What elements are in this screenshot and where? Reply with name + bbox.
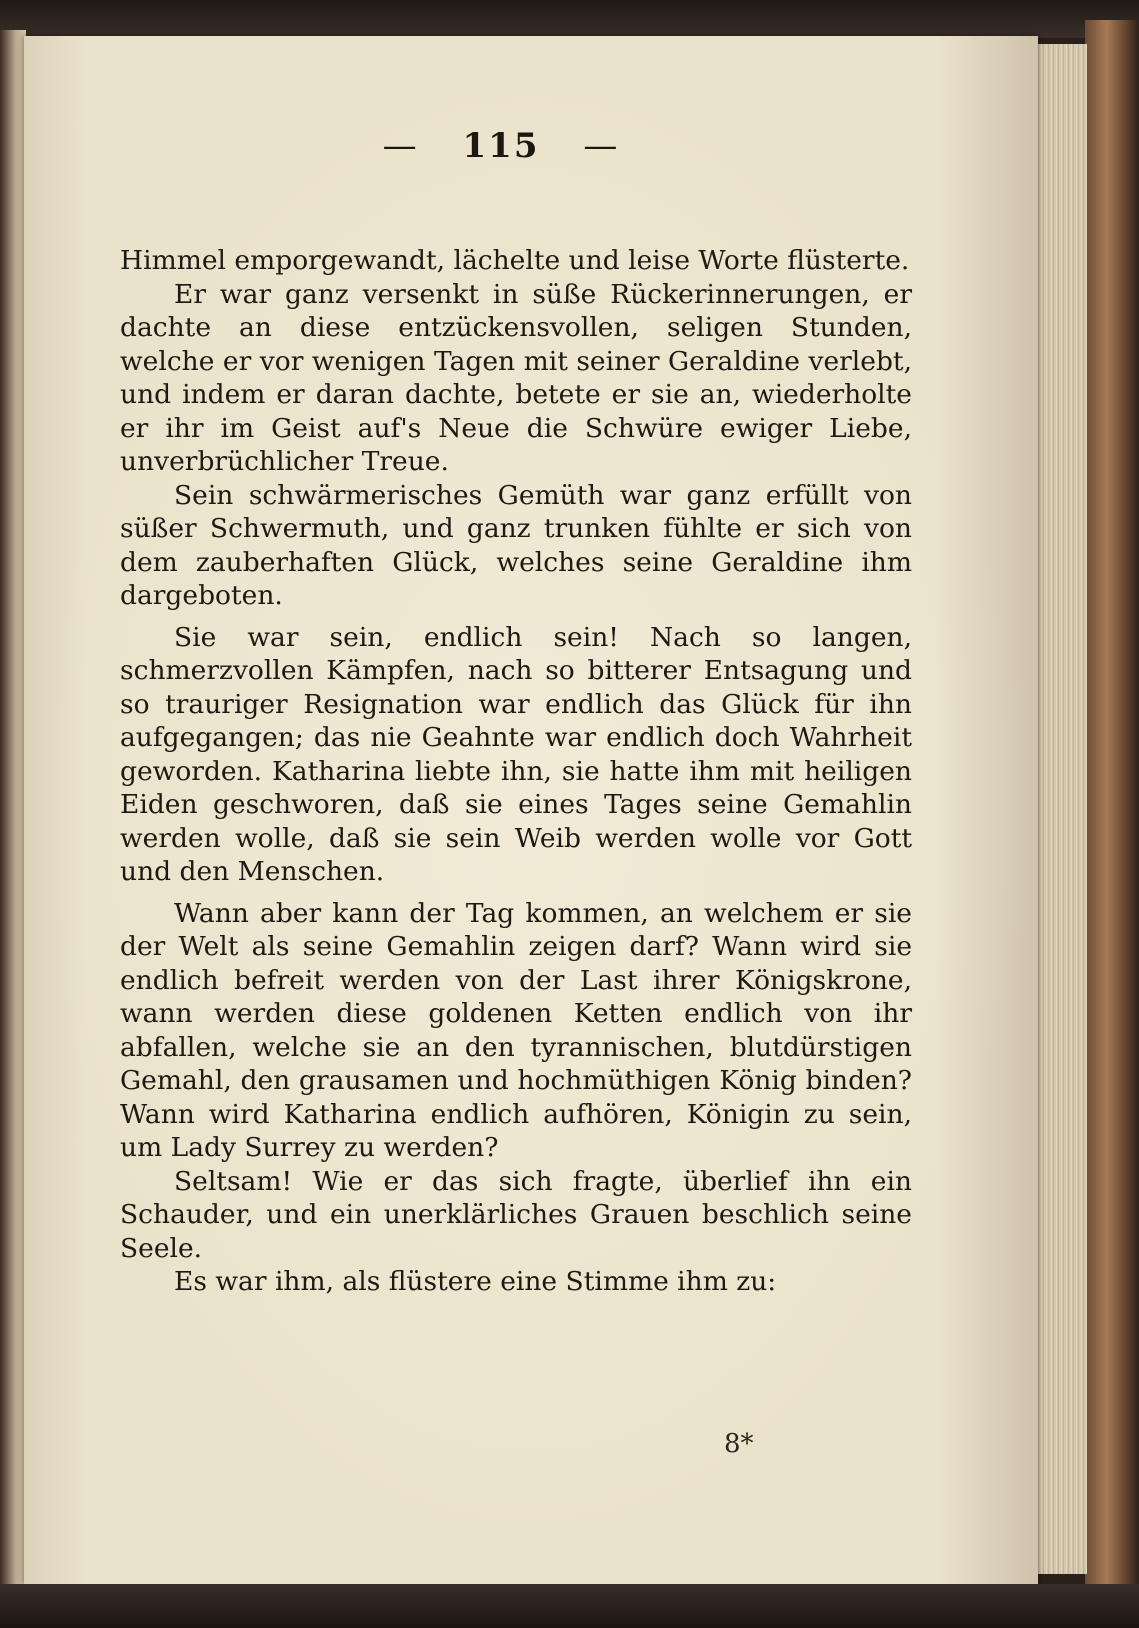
- paragraph: Er war ganz versenkt in süße Rückerinnerungen, er dachte an diese entzückensvollen, seligen Stunden, welche er vor wenigen Tagen mit seiner Geraldine verlebt, und indem er daran dachte, betete er sie an, wiederholte er ihr im Geist auf's Neue die Schwüre ewiger Liebe, unverbrüchlicher Treue.: [120, 278, 912, 477]
- page-header: [0, 126, 1008, 166]
- book-page: [24, 36, 1038, 1584]
- header-dash-right: —: [583, 126, 620, 166]
- signature-mark: 8*: [724, 1429, 754, 1459]
- book-cover-edge: [1085, 20, 1139, 1628]
- paragraph: Es war ihm, als flüstere eine Stimme ihm zu:: [174, 1266, 777, 1297]
- paragraph: Wann aber kann der Tag kommen, an welchem er sie der Welt als seine Gemahlin zeigen darf? Wann wird sie endlich befreit werden von der Last ihrer Königskrone, wann werden diese goldenen Ketten endlich von ihr abfallen, welche sie an den tyrannischen, blutdürstigen Gemahl, den grausamen und hochmüthigen König binden? Wann wird Katharina endlich aufhören, Königin zu sein, um Lady Surrey zu werden?: [120, 897, 912, 1163]
- page-number: 115: [462, 126, 540, 166]
- paragraph: Himmel emporgewandt, lächelte und leise Worte flüsterte.: [120, 245, 910, 276]
- paragraph: Sein schwärmerisches Gemüth war ganz erfüllt von süßer Schwermuth, und ganz trunken fühlte er sich von dem zauberhaften Glück, welches seine Geraldine ihm dargeboten.: [120, 479, 912, 611]
- body-text: [120, 244, 912, 1299]
- paragraph: Sie war sein, endlich sein! Nach so langen, schmerzvollen Kämpfen, nach so bitterer Entsagung und so trauriger Resignation war endlich das Glück für ihn aufgegangen; das nie Geahnte war endlich doch Wahrheit geworden. Katharina liebte ihn, sie hatte ihm mit heiligen Eiden geschworen, daß sie eines Tages seine Gemahlin werden wolle, daß sie sein Weib werden wolle vor Gott und den Menschen.: [120, 621, 912, 887]
- scan-bottom-border: [0, 1584, 1139, 1628]
- book-gutter: [0, 30, 26, 1628]
- header-dash-left: —: [382, 126, 419, 166]
- scan-top-border: [0, 0, 1139, 38]
- page-stack-edge: [1035, 44, 1087, 1574]
- paragraph: Seltsam! Wie er das sich fragte, überlief ihn ein Schauder, und ein unerklärliches Grauen beschlich seine Seele.: [120, 1165, 912, 1264]
